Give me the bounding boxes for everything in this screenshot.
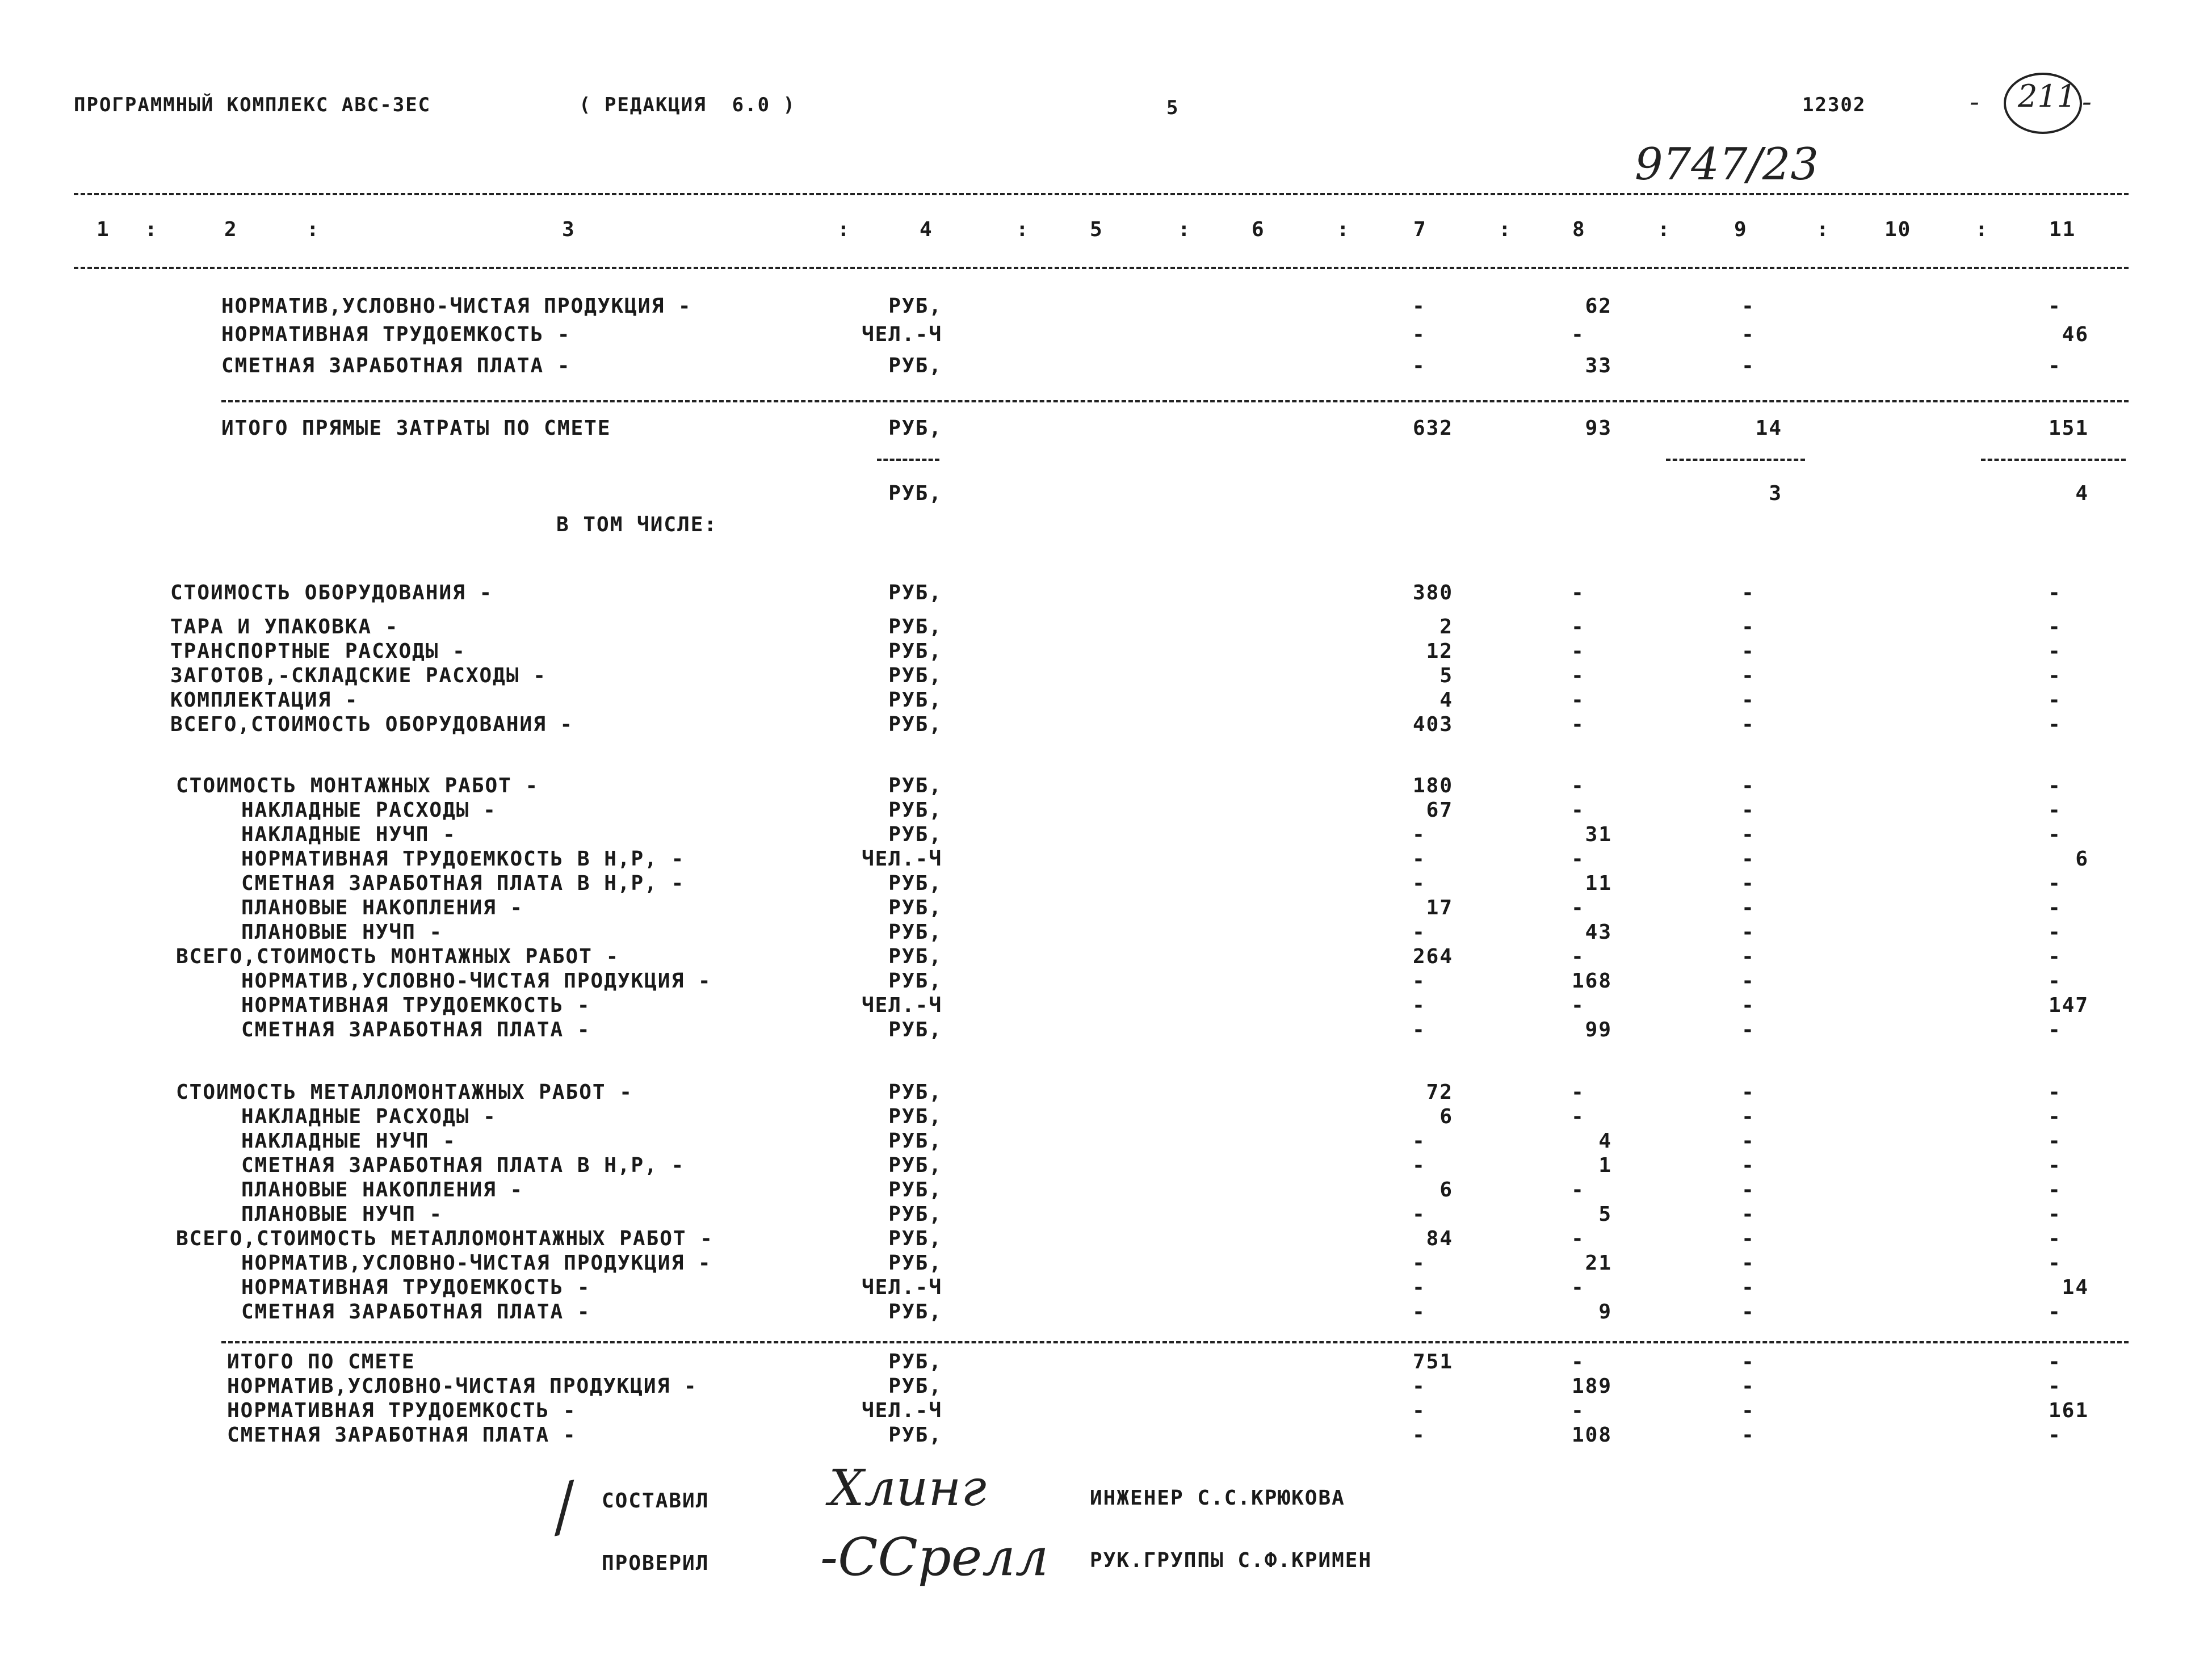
col-separator: : [1499, 218, 1512, 241]
row-label: ПЛАНОВЫЕ НУЧП - [241, 921, 443, 944]
row-label: НОРМАТИВНАЯ ТРУДОЕМКОСТЬ - [227, 1399, 577, 1422]
cell-col11: - [2048, 581, 2062, 604]
col-number-5: 5 [1090, 218, 1103, 241]
col-number-9: 9 [1734, 218, 1748, 241]
composed-label: СОСТАВИЛ [602, 1489, 710, 1513]
row-unit: РУБ, [888, 969, 942, 993]
cell-col11: - [2048, 640, 2062, 663]
cell-col7: 264 [1412, 945, 1453, 968]
cell-col11: 6 [2075, 847, 2089, 871]
row-label: ИТОГО ПО СМЕТЕ [227, 1350, 415, 1373]
col-separator: : [1816, 218, 1830, 241]
row-unit: РУБ, [888, 896, 942, 919]
cell-col8: 9 [1598, 1300, 1612, 1324]
cell-col9: - [1741, 896, 1755, 919]
cell-col8: - [1571, 1399, 1585, 1422]
cell-col11: - [2048, 921, 2062, 944]
row-unit: РУБ, [888, 823, 942, 846]
row-label: КОМПЛЕКТАЦИЯ - [170, 688, 359, 712]
cell-col9: - [1741, 640, 1755, 663]
row-label: СТОИМОСТЬ МОНТАЖНЫХ РАБОТ - [176, 774, 539, 797]
cell-col8: - [1571, 774, 1585, 797]
row-label: ИТОГО ПРЯМЫЕ ЗАТРАТЫ ПО СМЕТЕ [221, 417, 611, 440]
cell-col9: - [1741, 1276, 1755, 1299]
cell-col9: 3 [1769, 482, 1782, 505]
row-label: НОРМАТИВНАЯ ТРУДОЕМКОСТЬ - [221, 323, 571, 346]
col-number-4: 4 [920, 218, 933, 241]
row-unit: РУБ, [888, 417, 942, 440]
cell-col8: - [1571, 640, 1585, 663]
row-unit: РУБ, [888, 1105, 942, 1128]
cell-col11: 14 [2062, 1276, 2089, 1299]
row-unit: РУБ, [888, 615, 942, 639]
rule-top [74, 193, 2129, 195]
rule-before-total [221, 400, 2129, 402]
row-label: СТОИМОСТЬ ОБОРУДОВАНИЯ - [170, 581, 493, 604]
row-unit: РУБ, [888, 354, 942, 377]
cell-col9: - [1741, 581, 1755, 604]
cell-col9: - [1741, 713, 1755, 736]
col-separator: : [1657, 218, 1671, 241]
row-label: НОРМАТИВНАЯ ТРУДОЕМКОСТЬ В Н,Р, - [241, 847, 685, 871]
cell-col11: - [2048, 1375, 2062, 1398]
cell-col7: - [1412, 1300, 1426, 1324]
cell-col11: - [2048, 1251, 2062, 1275]
cell-col9: - [1741, 1227, 1755, 1250]
cell-col7: - [1412, 1399, 1426, 1422]
row-unit: РУБ, [888, 713, 942, 736]
checked-label: ПРОВЕРИЛ [602, 1552, 710, 1575]
cell-col11: 46 [2062, 323, 2089, 346]
cell-col7: - [1412, 323, 1426, 346]
cell-col8: - [1571, 1276, 1585, 1299]
cell-col9: - [1741, 1300, 1755, 1324]
col-separator: : [1337, 218, 1350, 241]
cell-col7: 17 [1426, 896, 1453, 919]
cell-col11: - [2048, 1081, 2062, 1104]
cell-col8: - [1571, 1178, 1585, 1202]
rule-columns-bottom [74, 267, 2129, 269]
cell-col7: 4 [1439, 688, 1453, 712]
row-label: ТРАНСПОРТНЫЕ РАСХОДЫ - [170, 640, 466, 663]
row-label: СМЕТНАЯ ЗАРАБОТНАЯ ПЛАТА В Н,Р, - [241, 872, 685, 895]
cell-col9: - [1741, 323, 1755, 346]
row-unit: РУБ, [888, 1300, 942, 1324]
row-label: ВСЕГО,СТОИМОСТЬ МЕТАЛЛОМОНТАЖНЫХ РАБОТ - [176, 1227, 713, 1250]
cell-col8: 1 [1598, 1154, 1612, 1177]
col-number-8: 8 [1572, 218, 1586, 241]
row-label: СМЕТНАЯ ЗАРАБОТНАЯ ПЛАТА - [221, 354, 571, 377]
cell-col11: - [2048, 295, 2062, 318]
row-label: НАКЛАДНЫЕ НУЧП - [241, 823, 456, 846]
cell-col8: - [1571, 896, 1585, 919]
cell-col8: 11 [1585, 872, 1612, 895]
document-code: 12302 [1802, 94, 1866, 116]
cell-col7: 6 [1439, 1105, 1453, 1128]
cell-col7: - [1412, 1018, 1426, 1041]
cell-col8: 108 [1571, 1423, 1612, 1447]
row-label: СМЕТНАЯ ЗАРАБОТНАЯ ПЛАТА - [227, 1423, 577, 1447]
checked-signature: -ССрелл [820, 1527, 1049, 1587]
cell-col7: - [1412, 295, 1426, 318]
checked-by: РУК.ГРУППЫ С.Ф.КРИМЕН [1090, 1549, 1372, 1572]
cell-col11: - [2048, 1154, 2062, 1177]
cell-col11: - [2048, 1203, 2062, 1226]
row-unit: РУБ, [888, 1154, 942, 1177]
row-label: НОРМАТИВ,УСЛОВНО-ЧИСТАЯ ПРОДУКЦИЯ - [227, 1375, 698, 1398]
cell-col8: - [1571, 1081, 1585, 1104]
cell-col8: - [1571, 713, 1585, 736]
cell-col7: - [1412, 1423, 1426, 1447]
cell-col7: 5 [1439, 664, 1453, 687]
cell-col9: - [1741, 1018, 1755, 1041]
cell-col11: - [2048, 1178, 2062, 1202]
row-unit: ЧЕЛ.-Ч [861, 323, 942, 346]
cell-col9: - [1741, 1251, 1755, 1275]
row-label: ПЛАНОВЫЕ НАКОПЛЕНИЯ - [241, 1178, 524, 1202]
cell-col7: - [1412, 921, 1426, 944]
cell-col8: 43 [1585, 921, 1612, 944]
row-label: ЗАГОТОВ,-СКЛАДСКИЕ РАСХОДЫ - [170, 664, 547, 687]
cell-col7: 12 [1426, 640, 1453, 663]
row-label: ТАРА И УПАКОВКА - [170, 615, 399, 639]
row-unit: РУБ, [888, 1018, 942, 1041]
row-label: НОРМАТИВНАЯ ТРУДОЕМКОСТЬ - [241, 994, 591, 1017]
cell-col11: - [2048, 969, 2062, 993]
cell-col8: 4 [1598, 1129, 1612, 1153]
cell-col9: - [1741, 688, 1755, 712]
row-label: НАКЛАДНЫЕ РАСХОДЫ - [241, 799, 497, 822]
row-unit: РУБ, [888, 1178, 942, 1202]
cell-col9: - [1741, 1375, 1755, 1398]
row-unit: РУБ, [888, 1129, 942, 1153]
row-label: СМЕТНАЯ ЗАРАБОТНАЯ ПЛАТА В Н,Р, - [241, 1154, 685, 1177]
cell-col9: - [1741, 664, 1755, 687]
cell-col11: - [2048, 1129, 2062, 1153]
cell-col7: 632 [1412, 417, 1453, 440]
cell-col11: - [2048, 1018, 2062, 1041]
cell-col8: 31 [1585, 823, 1612, 846]
cell-col11: - [2048, 945, 2062, 968]
row-label: ПЛАНОВЫЕ НАКОПЛЕНИЯ - [241, 896, 524, 919]
cell-col11: - [2048, 354, 2062, 377]
col-number-11: 11 [2049, 218, 2076, 241]
cell-col7: 6 [1439, 1178, 1453, 1202]
row-unit: РУБ, [888, 1423, 942, 1447]
cell-col7: 751 [1412, 1350, 1453, 1373]
cell-col11: - [2048, 1350, 2062, 1373]
cell-col11: - [2048, 688, 2062, 712]
col-separator: : [145, 218, 158, 241]
signature-slash: / [546, 1468, 582, 1544]
cell-col8: - [1571, 323, 1585, 346]
cell-col9: - [1741, 1423, 1755, 1447]
row-label: СТОИМОСТЬ МЕТАЛЛОМОНТАЖНЫХ РАБОТ - [176, 1081, 633, 1104]
page-number: 5 [1166, 96, 1180, 119]
row-unit: РУБ, [888, 799, 942, 822]
cell-col8: - [1571, 994, 1585, 1017]
row-unit: РУБ, [888, 295, 942, 318]
row-unit: РУБ, [888, 945, 942, 968]
row-label: НОРМАТИВНАЯ ТРУДОЕМКОСТЬ - [241, 1276, 591, 1299]
cell-col9: - [1741, 1203, 1755, 1226]
sheet-number: 211 [2018, 78, 2077, 114]
cell-col9: - [1741, 1105, 1755, 1128]
cell-col8: - [1571, 581, 1585, 604]
col-separator: : [1178, 218, 1191, 241]
cell-col8: - [1571, 688, 1585, 712]
cell-col11: - [2048, 1423, 2062, 1447]
cell-col7: 84 [1426, 1227, 1453, 1250]
underline-unit [877, 459, 939, 461]
cell-col9: - [1741, 295, 1755, 318]
rule-before-final [221, 1341, 2129, 1343]
cell-col8: 189 [1571, 1375, 1612, 1398]
cell-col11: - [2048, 774, 2062, 797]
row-unit: ЧЕЛ.-Ч [861, 1399, 942, 1422]
row-unit: РУБ, [888, 1081, 942, 1104]
row-unit: РУБ, [888, 774, 942, 797]
col-separator: : [307, 218, 320, 241]
row-label: НОРМАТИВ,УСЛОВНО-ЧИСТАЯ ПРОДУКЦИЯ - [241, 1251, 712, 1275]
row-unit: РУБ, [888, 872, 942, 895]
row-unit: РУБ, [888, 482, 942, 505]
cell-col9: - [1741, 1081, 1755, 1104]
row-unit: РУБ, [888, 1375, 942, 1398]
cell-col9: - [1741, 354, 1755, 377]
cell-col9: - [1741, 1350, 1755, 1373]
row-label: СМЕТНАЯ ЗАРАБОТНАЯ ПЛАТА - [241, 1300, 591, 1324]
cell-col8: 21 [1585, 1251, 1612, 1275]
cell-col9: - [1741, 823, 1755, 846]
cell-col11: - [2048, 1227, 2062, 1250]
cell-col11: - [2048, 615, 2062, 639]
cell-col7: 380 [1412, 581, 1453, 604]
handwritten-reference: 9747/23 [1635, 139, 1819, 190]
cell-col11: 147 [2048, 994, 2089, 1017]
cell-col11: 151 [2048, 417, 2089, 440]
cell-col8: 168 [1571, 969, 1612, 993]
row-unit: ЧЕЛ.-Ч [861, 1276, 942, 1299]
cell-col7: - [1412, 1276, 1426, 1299]
cell-col8: 5 [1598, 1203, 1612, 1226]
cell-col11: - [2048, 896, 2062, 919]
cell-col7: - [1412, 1375, 1426, 1398]
row-unit: РУБ, [888, 688, 942, 712]
cell-col7: - [1412, 1129, 1426, 1153]
row-unit: РУБ, [888, 1203, 942, 1226]
col-number-10: 10 [1884, 218, 1912, 241]
row-unit: РУБ, [888, 664, 942, 687]
cell-col7: - [1412, 847, 1426, 871]
cell-col7: - [1412, 872, 1426, 895]
col-number-2: 2 [224, 218, 238, 241]
cell-col11: - [2048, 872, 2062, 895]
cell-col7: - [1412, 1154, 1426, 1177]
cell-col9: - [1741, 847, 1755, 871]
cell-col9: - [1741, 1129, 1755, 1153]
cell-col11: - [2048, 1105, 2062, 1128]
cell-col7: 403 [1412, 713, 1453, 736]
cell-col9: - [1741, 799, 1755, 822]
sheet-dash-left: - [1970, 85, 1979, 118]
cell-col8: - [1571, 945, 1585, 968]
col-separator: : [1016, 218, 1030, 241]
cell-col9: - [1741, 1178, 1755, 1202]
cell-col8: - [1571, 1350, 1585, 1373]
cell-col8: 62 [1585, 295, 1612, 318]
row-unit: РУБ, [888, 921, 942, 944]
cell-col7: - [1412, 969, 1426, 993]
cell-col9: - [1741, 994, 1755, 1017]
including-heading: В ТОМ ЧИСЛЕ: [556, 513, 718, 536]
cell-col7: - [1412, 354, 1426, 377]
col-separator: : [1975, 218, 1989, 241]
cell-col7: - [1412, 1251, 1426, 1275]
cell-col11: - [2048, 799, 2062, 822]
cell-col8: 93 [1585, 417, 1612, 440]
col-separator: : [837, 218, 851, 241]
edition-label: ( РЕДАКЦИЯ 6.0 ) [579, 94, 796, 116]
col-number-3: 3 [562, 218, 576, 241]
cell-col8: - [1571, 799, 1585, 822]
row-unit: РУБ, [888, 640, 942, 663]
cell-col7: - [1412, 823, 1426, 846]
cell-col9: - [1741, 872, 1755, 895]
cell-col8: 33 [1585, 354, 1612, 377]
cell-col7: - [1412, 994, 1426, 1017]
cell-col11: 161 [2048, 1399, 2089, 1422]
row-unit: ЧЕЛ.-Ч [861, 994, 942, 1017]
row-label: ПЛАНОВЫЕ НУЧП - [241, 1203, 443, 1226]
cell-col9: - [1741, 615, 1755, 639]
composed-signature: Хлинг [829, 1459, 987, 1517]
col-number-7: 7 [1413, 218, 1427, 241]
row-unit: РУБ, [888, 1251, 942, 1275]
row-label: ВСЕГО,СТОИМОСТЬ МОНТАЖНЫХ РАБОТ - [176, 945, 620, 968]
col-number-1: 1 [96, 218, 110, 241]
cell-col8: 99 [1585, 1018, 1612, 1041]
cell-col8: - [1571, 847, 1585, 871]
cell-col11: - [2048, 713, 2062, 736]
cell-col11: - [2048, 1300, 2062, 1324]
cell-col8: - [1571, 1227, 1585, 1250]
row-unit: РУБ, [888, 581, 942, 604]
cell-col11: 4 [2075, 482, 2089, 505]
cell-col9: - [1741, 945, 1755, 968]
cell-col9: - [1741, 774, 1755, 797]
row-label: СМЕТНАЯ ЗАРАБОТНАЯ ПЛАТА - [241, 1018, 591, 1041]
cell-col8: - [1571, 1105, 1585, 1128]
row-label: НОРМАТИВ,УСЛОВНО-ЧИСТАЯ ПРОДУКЦИЯ - [221, 295, 692, 318]
cell-col11: - [2048, 664, 2062, 687]
cell-col7: 180 [1412, 774, 1453, 797]
sheet-dash-right: - [2082, 85, 2092, 118]
cell-col9: - [1741, 1154, 1755, 1177]
cell-col9: - [1741, 969, 1755, 993]
row-label: НАКЛАДНЫЕ НУЧП - [241, 1129, 456, 1153]
cell-col7: 2 [1439, 615, 1453, 639]
underline-col9 [1666, 459, 1805, 461]
cell-col7: 67 [1426, 799, 1453, 822]
row-unit: ЧЕЛ.-Ч [861, 847, 942, 871]
cell-col9: - [1741, 921, 1755, 944]
row-label: ВСЕГО,СТОИМОСТЬ ОБОРУДОВАНИЯ - [170, 713, 574, 736]
cell-col9: - [1741, 1399, 1755, 1422]
cell-col7: - [1412, 1203, 1426, 1226]
cell-col7: 72 [1426, 1081, 1453, 1104]
composed-by: ИНЖЕНЕР С.С.КРЮКОВА [1090, 1486, 1345, 1510]
row-label: НАКЛАДНЫЕ РАСХОДЫ - [241, 1105, 497, 1128]
row-unit: РУБ, [888, 1227, 942, 1250]
program-title: ПРОГРАММНЫЙ КОМПЛЕКС АВС-ЗЕС [74, 94, 431, 116]
cell-col11: - [2048, 823, 2062, 846]
underline-col11 [1981, 459, 2126, 461]
row-label: НОРМАТИВ,УСЛОВНО-ЧИСТАЯ ПРОДУКЦИЯ - [241, 969, 712, 993]
cell-col9: 14 [1755, 417, 1782, 440]
cell-col8: - [1571, 664, 1585, 687]
col-number-6: 6 [1252, 218, 1265, 241]
row-unit: РУБ, [888, 1350, 942, 1373]
cell-col8: - [1571, 615, 1585, 639]
